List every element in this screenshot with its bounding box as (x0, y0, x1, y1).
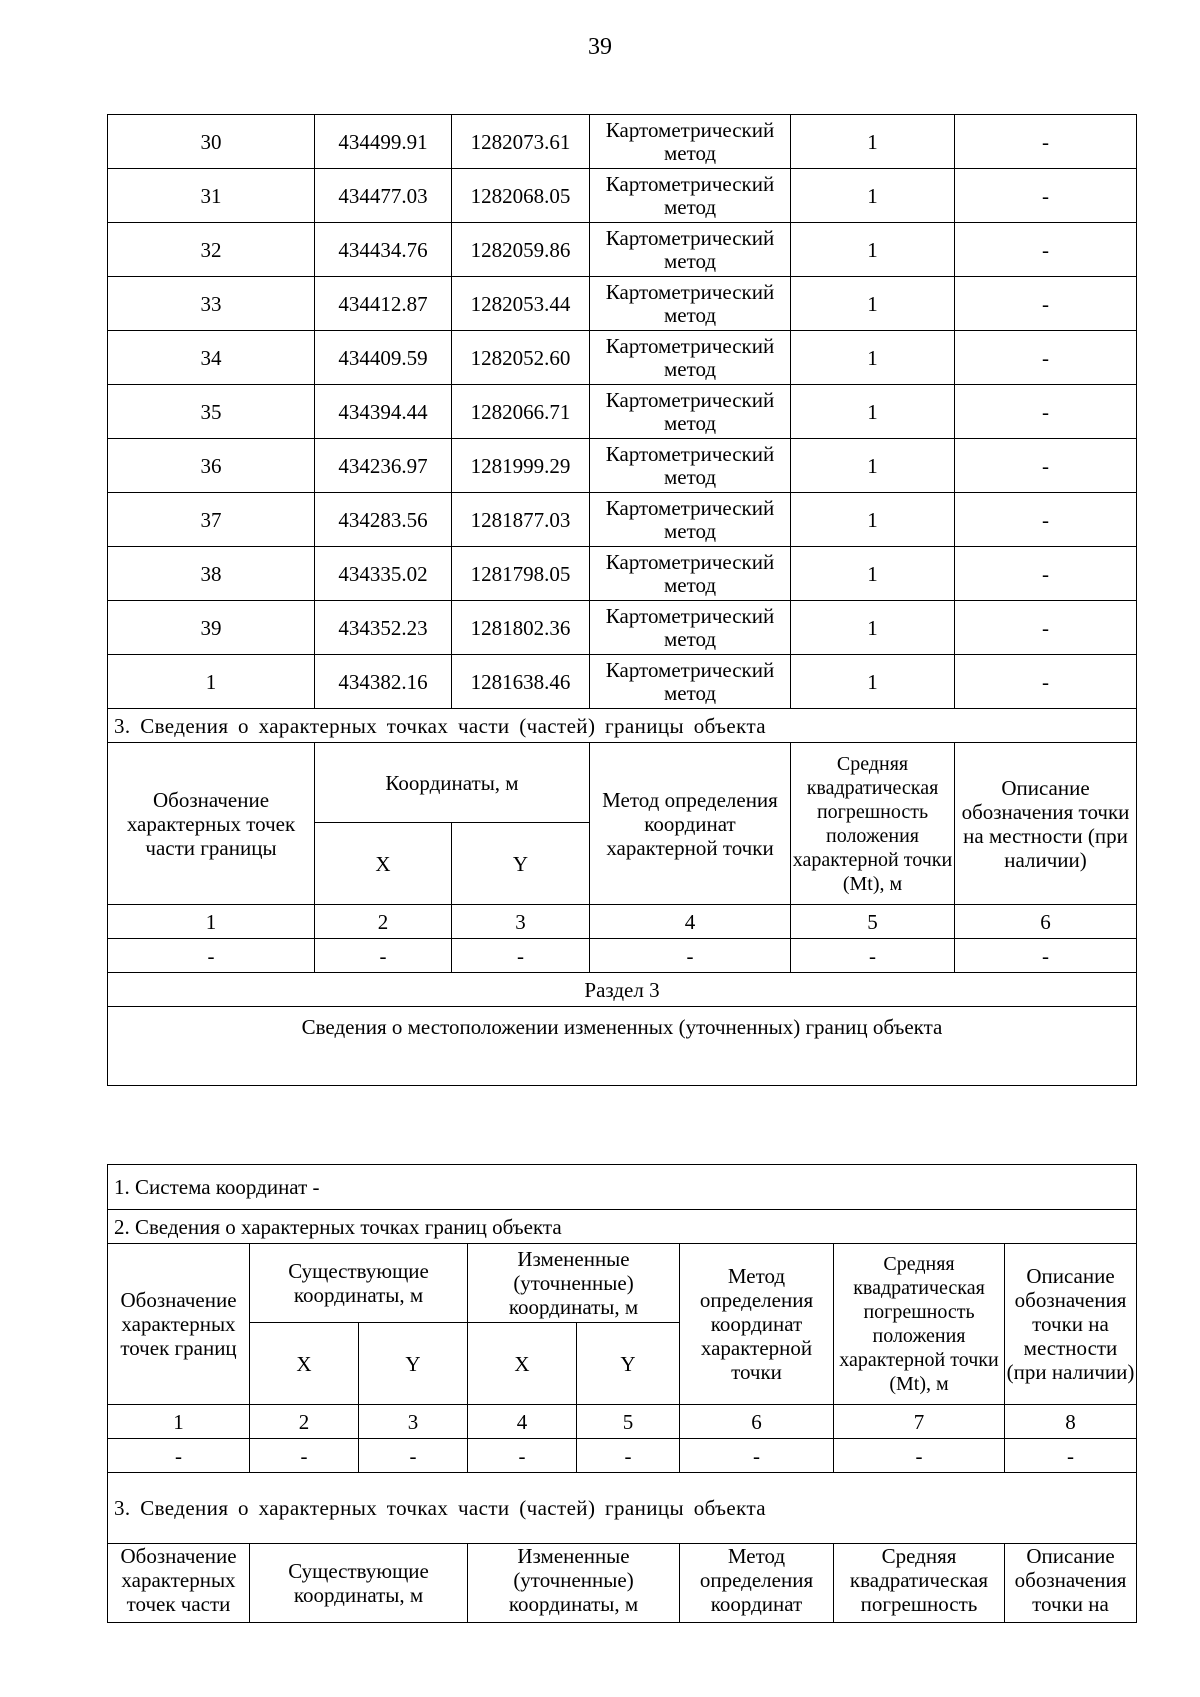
p2-designation: Обозначение характерных точек части (108, 1544, 250, 1623)
method-line-1: Картометрический (605, 171, 775, 196)
changed-boundaries-table (107, 1164, 1137, 1623)
empty-cell: - (955, 939, 1137, 973)
point-number: 34 (108, 331, 315, 385)
t2-col-number: 1 (108, 1405, 250, 1439)
method (590, 439, 791, 493)
boundary-points-table (107, 114, 1137, 1086)
h2-existing: Существующие координаты, м (250, 1244, 468, 1323)
coord-x: 434283.56 (315, 493, 452, 547)
p2-method: Метод определения координат (680, 1544, 834, 1623)
point-row (108, 439, 1137, 493)
coord-y: 1281802.36 (452, 601, 590, 655)
method-line-1: Картометрический (605, 387, 775, 412)
coord-x: 434382.16 (315, 655, 452, 709)
method-line-1: Картометрический (605, 279, 775, 304)
description: - (955, 223, 1137, 277)
method-line-2: метод (663, 572, 717, 597)
mt-value: 1 (791, 223, 955, 277)
method (590, 655, 791, 709)
col-number-4: 4 (590, 905, 791, 939)
method-line-2: метод (663, 410, 717, 435)
p2-mt: Средняя квадратическая погрешность (834, 1544, 1005, 1623)
mt-value: 1 (791, 385, 955, 439)
point-row (108, 655, 1137, 709)
coord-y: 1282068.05 (452, 169, 590, 223)
header-method: Метод определения координат характерной точки (590, 743, 791, 905)
description: - (955, 547, 1137, 601)
t2-empty-cell: - (250, 1439, 359, 1473)
empty-cell: - (108, 939, 315, 973)
header-mt: Средняя квадратическая погрешность положения характерной точки (Mt), м (791, 743, 955, 905)
point-row (108, 547, 1137, 601)
description: - (955, 493, 1137, 547)
point-row (108, 115, 1137, 169)
method-line-1: Картометрический (605, 441, 775, 466)
method (590, 547, 791, 601)
mt-value: 1 (791, 331, 955, 385)
point-row (108, 385, 1137, 439)
method-line-2: метод (663, 518, 717, 543)
mt-value: 1 (791, 547, 955, 601)
point-number: 30 (108, 115, 315, 169)
header-designation: Обозначение характерных точек части границы (108, 743, 315, 905)
method-line-1: Картометрический (605, 495, 775, 520)
method (590, 277, 791, 331)
coord-x: 434236.97 (315, 439, 452, 493)
header-y: Y (452, 823, 590, 905)
method-line-1: Картометрический (605, 225, 775, 250)
h2-changed-x: X (468, 1323, 577, 1405)
description: - (955, 277, 1137, 331)
col-number-6: 6 (955, 905, 1137, 939)
mt-value: 1 (791, 439, 955, 493)
t2-empty-cell: - (468, 1439, 577, 1473)
method-line-1: Картометрический (605, 657, 775, 682)
coord-x: 434499.91 (315, 115, 452, 169)
method-line-2: метод (663, 194, 717, 219)
t2-empty-cell: - (359, 1439, 468, 1473)
t2-col-number: 3 (359, 1405, 468, 1439)
h2-changed-y: Y (577, 1323, 680, 1405)
p2-existing: Существующие координаты, м (250, 1544, 468, 1623)
coord-y: 1282073.61 (452, 115, 590, 169)
point-row (108, 223, 1137, 277)
t2-col-number: 5 (577, 1405, 680, 1439)
coord-y: 1282066.71 (452, 385, 590, 439)
method (590, 115, 791, 169)
coord-y: 1282059.86 (452, 223, 590, 277)
h2-method: Метод определения координат характерной точки (680, 1244, 834, 1405)
t2-empty-cell: - (577, 1439, 680, 1473)
coord-y: 1281877.03 (452, 493, 590, 547)
h2-desc: Описание обозначения точки на местности (при наличии) (1005, 1244, 1137, 1405)
method-line-1: Картометрический (605, 117, 775, 142)
col-number-5: 5 (791, 905, 955, 939)
method (590, 385, 791, 439)
point-number: 36 (108, 439, 315, 493)
method (590, 169, 791, 223)
method-line-1: Картометрический (605, 603, 775, 628)
coord-x: 434412.87 (315, 277, 452, 331)
method (590, 223, 791, 277)
coord-x: 434434.76 (315, 223, 452, 277)
coord-y: 1282052.60 (452, 331, 590, 385)
t2-col-number: 4 (468, 1405, 577, 1439)
t2-parts-title: 3. Сведения о характерных точках части (частей) границы объекта (108, 1473, 1137, 1544)
t2-empty-cell: - (108, 1439, 250, 1473)
coord-y: 1281638.46 (452, 655, 590, 709)
method (590, 331, 791, 385)
header-desc: Описание обозначения точки на местности (при наличии) (955, 743, 1137, 905)
t2-col-number: 8 (1005, 1405, 1137, 1439)
method-line-2: метод (663, 626, 717, 651)
point-number: 32 (108, 223, 315, 277)
point-number: 39 (108, 601, 315, 655)
method (590, 493, 791, 547)
point-number: 38 (108, 547, 315, 601)
point-row (108, 277, 1137, 331)
point-number: 35 (108, 385, 315, 439)
t2-empty-cell: - (1005, 1439, 1137, 1473)
p2-changed: Измененные (уточненные) координаты, м (468, 1544, 680, 1623)
mt-value: 1 (791, 115, 955, 169)
coord-x: 434394.44 (315, 385, 452, 439)
point-row (108, 169, 1137, 223)
col-number-1: 1 (108, 905, 315, 939)
method-line-2: метод (663, 464, 717, 489)
empty-cell: - (590, 939, 791, 973)
h2-mt: Средняя квадратическая погрешность положения характерной точки (Mt), м (834, 1244, 1005, 1405)
h2-designation: Обозначение характерных точек границ (108, 1244, 250, 1405)
empty-cell: - (452, 939, 590, 973)
t2-col-number: 6 (680, 1405, 834, 1439)
description: - (955, 601, 1137, 655)
empty-cell: - (315, 939, 452, 973)
t2-col-number: 2 (250, 1405, 359, 1439)
coord-y: 1281999.29 (452, 439, 590, 493)
coord-x: 434335.02 (315, 547, 452, 601)
page-number: 39 (588, 34, 612, 60)
p2-desc: Описание обозначения точки на (1005, 1544, 1137, 1623)
coord-system: 1. Система координат - (108, 1165, 1137, 1210)
t2-col-number: 7 (834, 1405, 1005, 1439)
t2-empty-cell: - (680, 1439, 834, 1473)
description: - (955, 439, 1137, 493)
t2-empty-cell: - (834, 1439, 1005, 1473)
method-line-2: метод (663, 248, 717, 273)
method-line-2: метод (663, 302, 717, 327)
coord-y: 1281798.05 (452, 547, 590, 601)
point-number: 33 (108, 277, 315, 331)
coord-x: 434477.03 (315, 169, 452, 223)
point-row (108, 601, 1137, 655)
mt-value: 1 (791, 277, 955, 331)
parts-section-title: 3. Сведения о характерных точках части (частей) границы объекта (108, 709, 1137, 743)
method-line-2: метод (663, 680, 717, 705)
point-number: 1 (108, 655, 315, 709)
method-line-2: метод (663, 140, 717, 165)
method (590, 601, 791, 655)
points-rows (108, 115, 1137, 709)
mt-value: 1 (791, 169, 955, 223)
method-line-1: Картометрический (605, 549, 775, 574)
point-row (108, 331, 1137, 385)
mt-value: 1 (791, 601, 955, 655)
point-row (108, 493, 1137, 547)
mt-value: 1 (791, 493, 955, 547)
h2-existing-y: Y (359, 1323, 468, 1405)
point-number: 37 (108, 493, 315, 547)
description: - (955, 331, 1137, 385)
header-x: X (315, 823, 452, 905)
description: - (955, 655, 1137, 709)
coord-x: 434409.59 (315, 331, 452, 385)
empty-cell: - (791, 939, 955, 973)
mt-value: 1 (791, 655, 955, 709)
section-title: Раздел 3 (108, 973, 1137, 1007)
col-number-2: 2 (315, 905, 452, 939)
coord-x: 434352.23 (315, 601, 452, 655)
header-coords: Координаты, м (315, 743, 590, 823)
points-title: 2. Сведения о характерных точках границ объекта (108, 1210, 1137, 1244)
method-line-2: метод (663, 356, 717, 381)
description: - (955, 385, 1137, 439)
method-line-1: Картометрический (605, 333, 775, 358)
col-number-3: 3 (452, 905, 590, 939)
coord-y: 1282053.44 (452, 277, 590, 331)
description: - (955, 115, 1137, 169)
description: - (955, 169, 1137, 223)
point-number: 31 (108, 169, 315, 223)
section-subtitle: Сведения о местоположении измененных (уточненных) границ объекта (108, 1007, 1137, 1086)
h2-changed: Измененные (уточненные) координаты, м (468, 1244, 680, 1323)
h2-existing-x: X (250, 1323, 359, 1405)
